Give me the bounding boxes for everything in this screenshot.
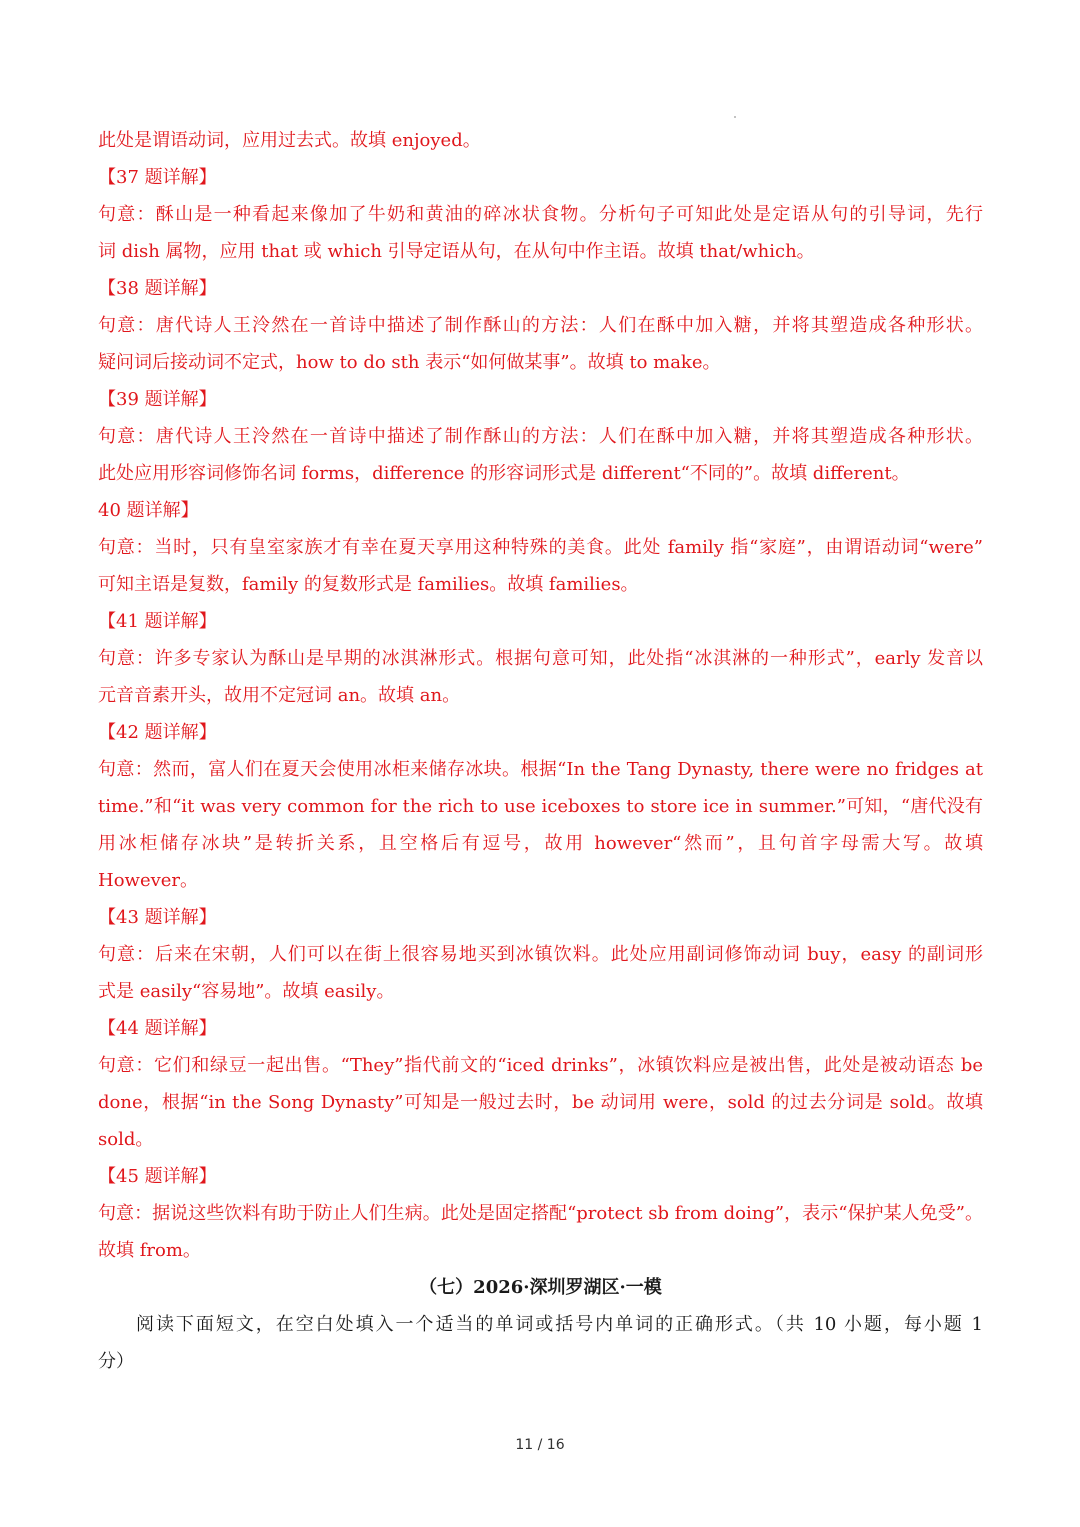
text-line: 词 dish 属物，应用 that 或 which 引导定语从句，在从句中作主语。故填 that/which。 <box>98 241 815 262</box>
section-heading-39: 【39 题详解】 <box>98 389 217 410</box>
text-line: 用冰柜储存冰块”是转折关系，且空格后有逗号，故用 however“然而”，且句首字母需大写。故填 <box>98 833 983 854</box>
section-heading-44: 【44 题详解】 <box>98 1018 217 1039</box>
text-line: 元音音素开头，故用不定冠词 an。故填 an。 <box>98 685 461 706</box>
section-heading-37: 【37 题详解】 <box>98 167 217 188</box>
section-heading-43: 【43 题详解】 <box>98 907 217 928</box>
document-body <box>98 122 983 1380</box>
text-line: 句意：据说这些饮料有助于防止人们生病。此处是固定搭配“protect sb from doing”，表示“保护某人免受”。 <box>98 1203 983 1224</box>
section-title: （七）2026·深圳罗湖区·一模 <box>419 1277 662 1298</box>
text-line: 可知主语是复数，family 的复数形式是 families。故填 families。 <box>98 574 639 595</box>
section-heading-41: 【41 题详解】 <box>98 611 217 632</box>
scan-speck <box>734 116 736 118</box>
text-line: 句意：酥山是一种看起来像加了牛奶和黄油的碎冰状食物。分析句子可知此处是定语从句的引导词，先行 <box>98 204 983 225</box>
section-heading-40: 40 题详解】 <box>98 500 199 521</box>
text-line: 句意：然而，富人们在夏天会使用冰柜来储存冰块。根据“In the Tang Dynasty, there were no fridges at <box>98 759 983 780</box>
section-heading-38: 【38 题详解】 <box>98 278 217 299</box>
text-line: 此处是谓语动词，应用过去式。故填 enjoyed。 <box>98 130 481 151</box>
text-line: 式是 easily“容易地”。故填 easily。 <box>98 981 395 1002</box>
text-line: However。 <box>98 870 199 891</box>
section-heading-42: 【42 题详解】 <box>98 722 217 743</box>
text-line: 句意：唐代诗人王泠然在一首诗中描述了制作酥山的方法：人们在酥中加入糖，并将其塑造成各种形状。 <box>98 315 983 336</box>
instruction-text: 阅读下面短文，在空白处填入一个适当的单词或括号内单词的正确形式。（共 10 小题，每小题 1 <box>136 1314 983 1335</box>
text-line: sold。 <box>98 1129 154 1150</box>
text-line: done，根据“in the Song Dynasty”可知是一般过去时，be 动词用 were，sold 的过去分词是 sold。故填 <box>98 1092 983 1113</box>
text-line: 此处应用形容词修饰名词 forms，difference 的形容词形式是 different“不同的”。故填 different。 <box>98 463 910 484</box>
text-line: 句意：它们和绿豆一起出售。“They”指代前文的“iced drinks”，冰镇饮料应是被出售，此处是被动语态 be <box>98 1055 983 1076</box>
text-line: 故填 from。 <box>98 1240 201 1261</box>
text-line: 句意：许多专家认为酥山是早期的冰淇淋形式。根据句意可知，此处指“冰淇淋的一种形式”，early 发音以 <box>98 648 983 669</box>
text-line: time.”和“it was very common for the rich to use iceboxes to store ice in summer.”可知，“唐代没有 <box>98 796 983 817</box>
text-line: 疑问词后接动词不定式，how to do sth 表示“如何做某事”。故填 to make。 <box>98 352 721 373</box>
instruction-text: 分） <box>98 1351 134 1372</box>
text-line: 句意：当时，只有皇室家族才有幸在夏天享用这种特殊的美食。此处 family 指“家庭”，由谓语动词“were” <box>98 537 983 558</box>
text-line: 句意：唐代诗人王泠然在一首诗中描述了制作酥山的方法：人们在酥中加入糖，并将其塑造成各种形状。 <box>98 426 983 447</box>
text-line: 句意：后来在宋朝，人们可以在街上很容易地买到冰镇饮料。此处应用副词修饰动词 buy，easy 的副词形 <box>98 944 983 965</box>
section-heading-45: 【45 题详解】 <box>98 1166 217 1187</box>
page-number: 11 / 16 <box>515 1437 565 1453</box>
